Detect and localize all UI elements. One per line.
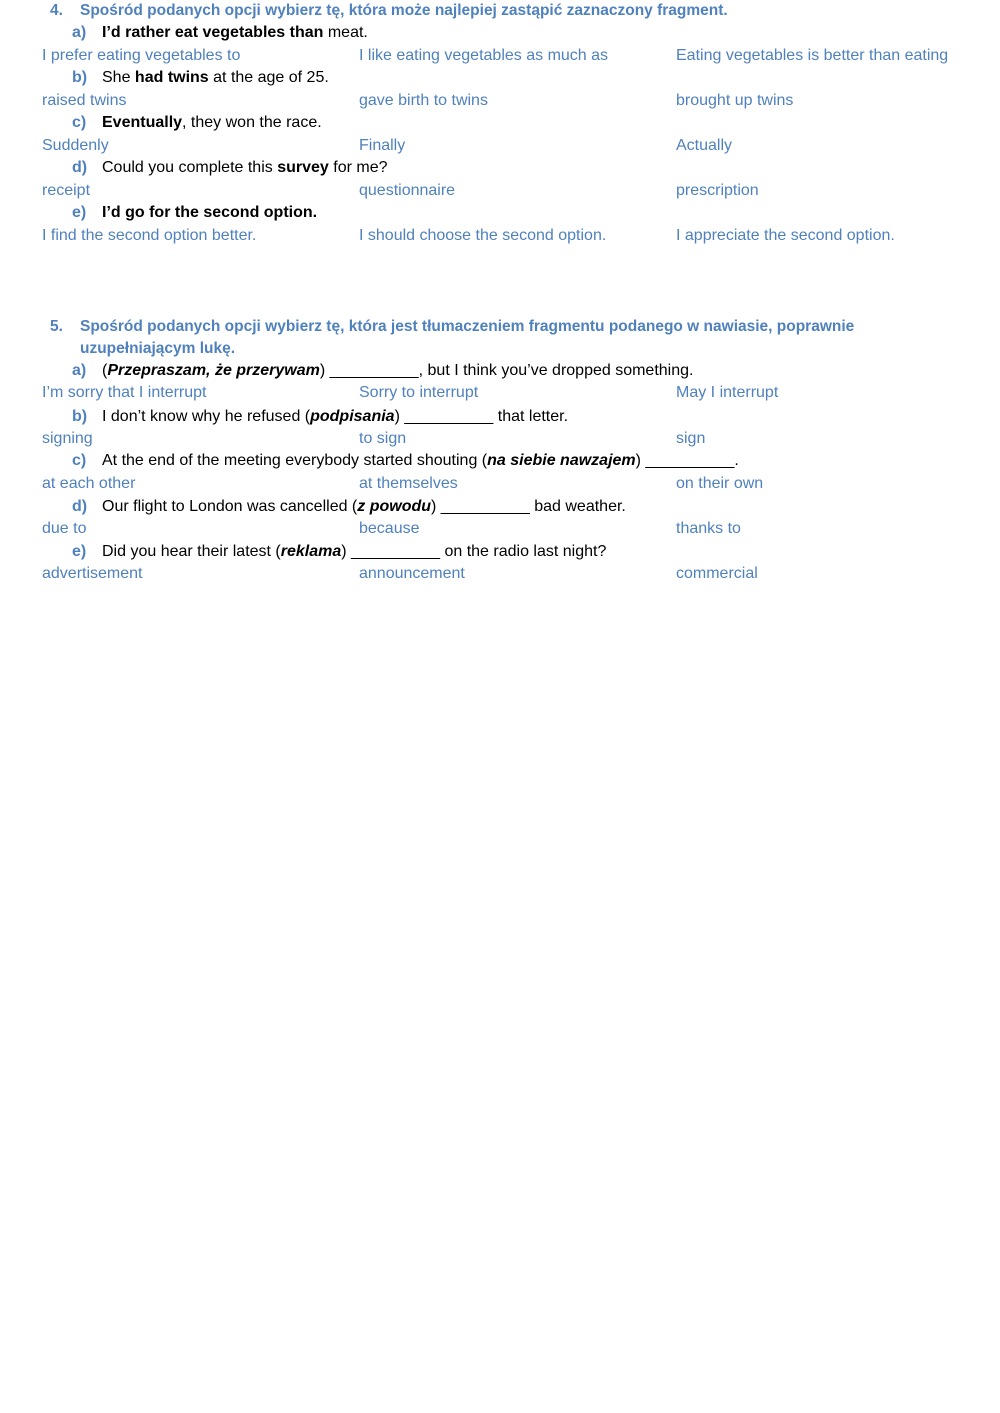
option[interactable]: advertisement: [42, 565, 143, 582]
question-letter: a): [72, 362, 87, 379]
section-4-title: [50, 0, 930, 22]
question-letter: c): [72, 452, 87, 469]
highlighted-fragment: Eventually: [102, 114, 183, 131]
options-5b: [42, 428, 982, 450]
question-letter: a): [72, 24, 87, 41]
option[interactable]: I’m sorry that I interrupt: [42, 384, 207, 401]
options-5d: [42, 518, 982, 540]
question-letter: c): [72, 114, 87, 131]
question-text: , they won the race.: [182, 114, 322, 131]
option[interactable]: Finally: [359, 137, 406, 154]
question-5a: [72, 360, 693, 382]
option[interactable]: receipt: [42, 182, 91, 199]
options-4d: [42, 180, 982, 202]
question-4b: [72, 67, 329, 89]
option[interactable]: because: [359, 520, 420, 537]
question-text: (: [102, 362, 108, 379]
translation-prompt: z powodu: [357, 498, 432, 515]
question-letter: d): [72, 498, 88, 515]
question-5b: [72, 406, 568, 428]
question-letter: d): [72, 159, 88, 176]
question-text: ) __________, but I think you’ve dropped something.: [319, 362, 694, 379]
option[interactable]: gave birth to twins: [359, 92, 488, 109]
question-text: Did you hear their latest (: [102, 543, 281, 560]
question-4d: [72, 157, 387, 179]
translation-prompt: podpisania: [310, 408, 395, 425]
options-4a: [42, 45, 982, 67]
section-instruction: Spośród podanych opcji wybierz tę, która jest tłumaczeniem fragmentu podanego w nawiasie, poprawnie: [80, 318, 855, 335]
question-text: ) __________.: [635, 452, 739, 469]
translation-prompt: Przepraszam, że przerywam: [107, 362, 320, 379]
section-5-title: [50, 316, 930, 360]
highlighted-fragment: I’d rather eat vegetables than: [102, 24, 324, 41]
translation-prompt: reklama: [280, 543, 342, 560]
option[interactable]: at themselves: [359, 475, 458, 492]
question-text: She: [102, 69, 135, 86]
option[interactable]: sign: [676, 430, 706, 447]
question-letter: e): [72, 204, 87, 221]
translation-prompt: na siebie nawzajem: [487, 452, 636, 469]
highlighted-fragment: survey: [277, 159, 329, 176]
option[interactable]: due to: [42, 520, 87, 537]
option[interactable]: Suddenly: [42, 137, 109, 154]
question-text: meat.: [323, 24, 368, 41]
option[interactable]: signing: [42, 430, 93, 447]
option[interactable]: I like eating vegetables as much as: [359, 47, 609, 64]
option[interactable]: Eating vegetables is better than eating: [676, 47, 949, 64]
option[interactable]: Actually: [676, 137, 733, 154]
option[interactable]: Sorry to interrupt: [359, 384, 479, 401]
question-5e: [72, 541, 606, 563]
option[interactable]: I find the second option better.: [42, 227, 257, 244]
option[interactable]: announcement: [359, 565, 465, 582]
question-letter: e): [72, 543, 87, 560]
question-text: Our flight to London was cancelled (: [102, 498, 358, 515]
option[interactable]: to sign: [359, 430, 407, 447]
options-5c: [42, 473, 982, 495]
question-text: Could you complete this: [102, 159, 278, 176]
option[interactable]: I appreciate the second option.: [676, 227, 895, 244]
question-letter: b): [72, 69, 88, 86]
options-4e: [42, 225, 982, 247]
section-instruction-continued: uzupełniającym lukę.: [80, 340, 236, 357]
question-4e: [72, 202, 317, 224]
question-5c: [72, 450, 739, 472]
question-text: for me?: [328, 159, 388, 176]
question-text: at the age of 25.: [208, 69, 329, 86]
question-4c: [72, 112, 322, 134]
option[interactable]: commercial: [676, 565, 758, 582]
options-4b: [42, 90, 982, 112]
highlighted-fragment: I’d go for the second option.: [102, 204, 318, 221]
option[interactable]: at each other: [42, 475, 136, 492]
options-5e: [42, 563, 982, 585]
question-text: At the end of the meeting everybody started shouting (: [102, 452, 488, 469]
option[interactable]: I should choose the second option.: [359, 227, 607, 244]
question-text: ) __________ on the radio last night?: [341, 543, 607, 560]
highlighted-fragment: had twins: [134, 69, 209, 86]
question-4a: [72, 22, 368, 44]
question-text: ) __________ that letter.: [394, 408, 569, 425]
option[interactable]: raised twins: [42, 92, 127, 109]
option[interactable]: prescription: [676, 182, 759, 199]
option[interactable]: questionnaire: [359, 182, 456, 199]
option[interactable]: I prefer eating vegetables to: [42, 47, 241, 64]
question-text: ) __________ bad weather.: [431, 498, 626, 515]
section-instruction: Spośród podanych opcji wybierz tę, która może najlepiej zastąpić zaznaczony fragment.: [80, 2, 728, 19]
section-number: 5.: [50, 318, 63, 335]
options-4c: [42, 135, 982, 157]
option[interactable]: on their own: [676, 475, 764, 492]
option[interactable]: brought up twins: [676, 92, 794, 109]
section-number: 4.: [50, 2, 63, 19]
option[interactable]: thanks to: [676, 520, 741, 537]
question-text: I don’t know why he refused (: [102, 408, 311, 425]
option[interactable]: May I interrupt: [676, 384, 779, 401]
question-letter: b): [72, 408, 88, 425]
question-5d: [72, 496, 626, 518]
options-5a: [42, 382, 982, 404]
